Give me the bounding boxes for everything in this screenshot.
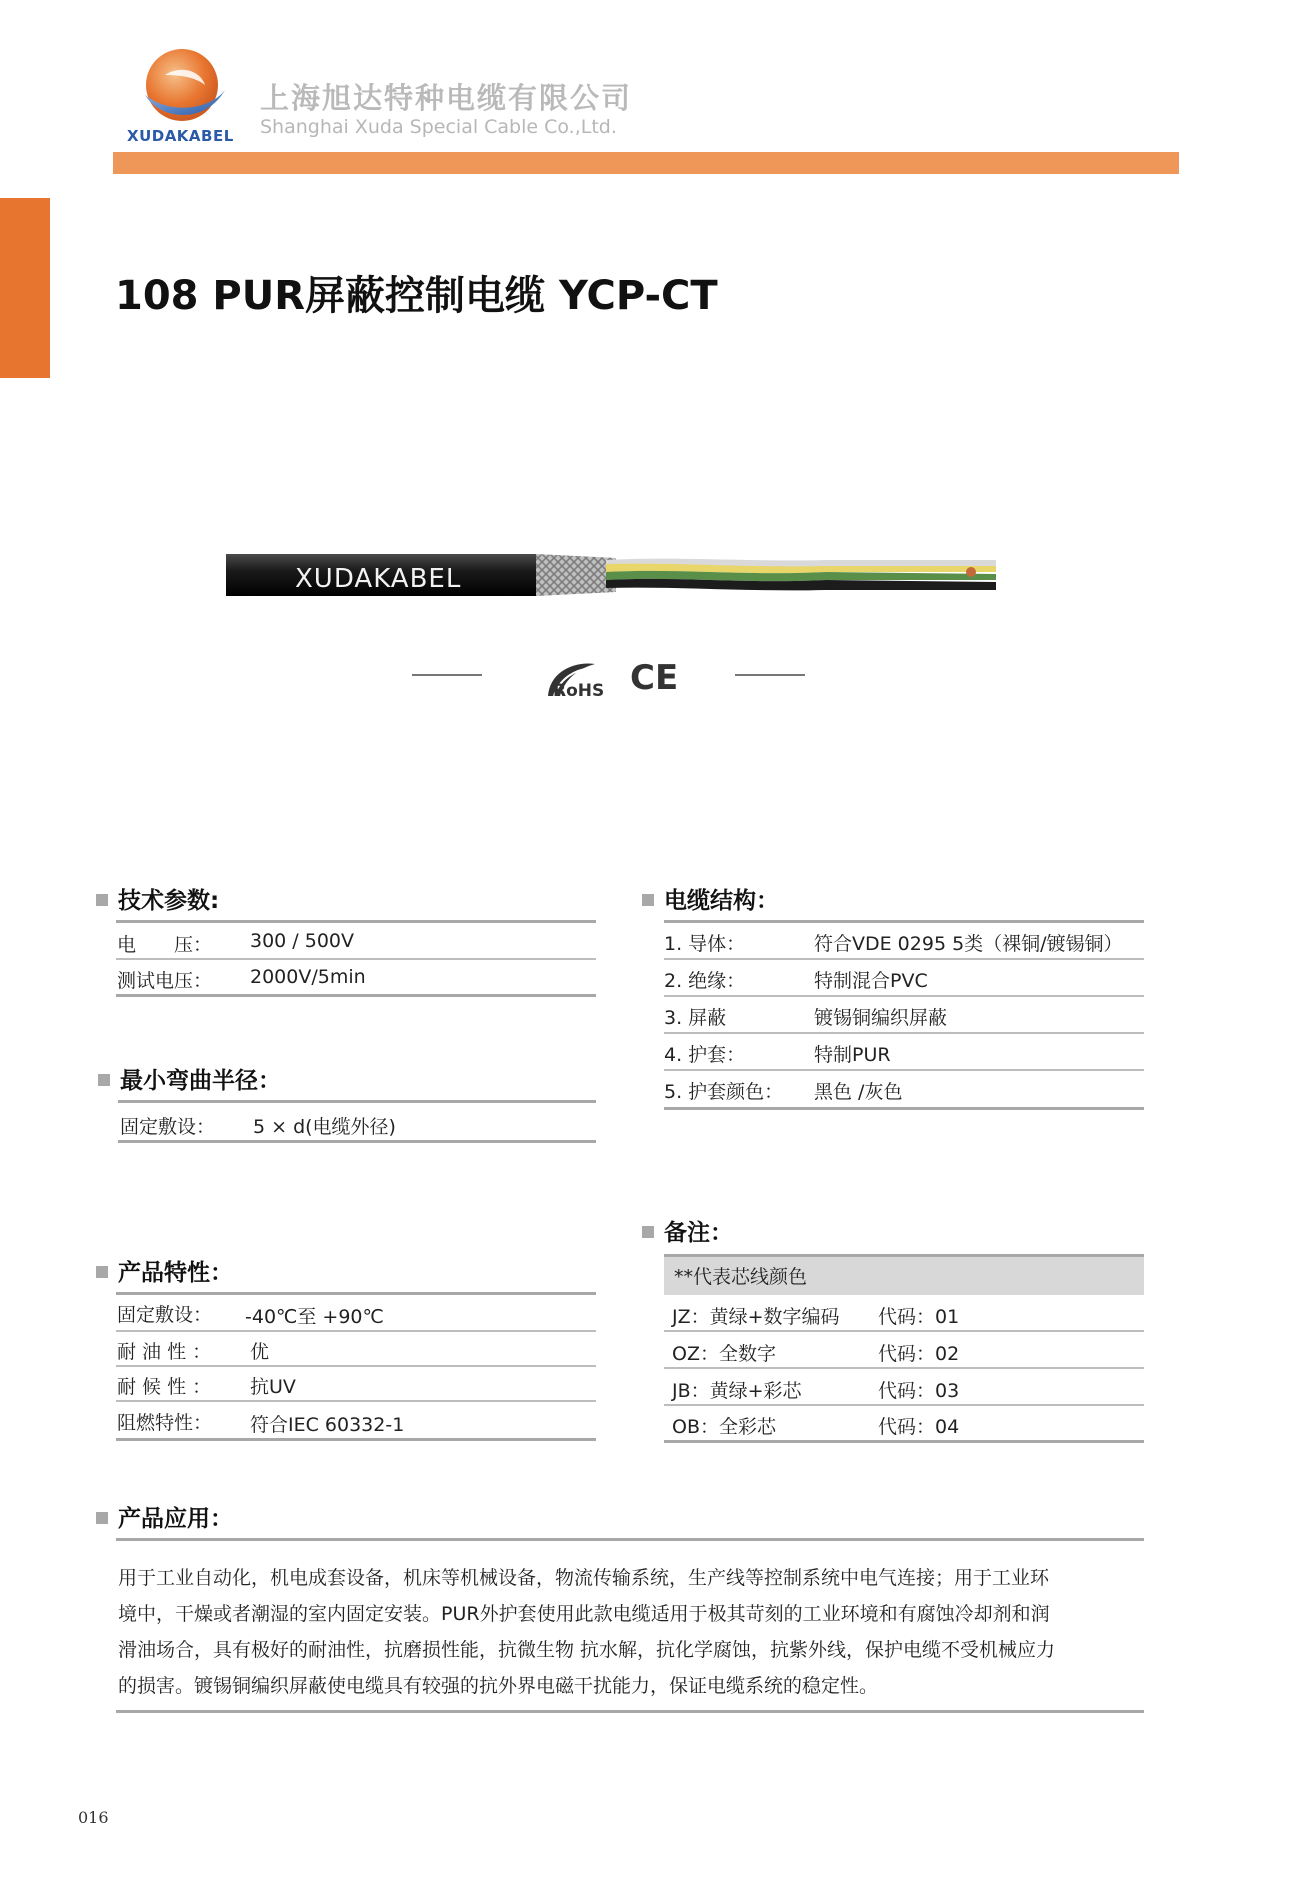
divider xyxy=(664,1440,1144,1443)
notes-heading: 备注： xyxy=(642,1214,733,1247)
bullet-square-icon xyxy=(642,1226,654,1238)
tech-params-heading: 技术参数: xyxy=(96,882,219,915)
application-line: 滑油场合，具有极好的耐油性，抗磨损性能，抗微生物 抗水解，抗化学腐蚀，抗紫外线，保护电缆不受机械应力 xyxy=(118,1639,1056,1661)
page-number: 016 xyxy=(78,1808,109,1827)
company-name-en: Shanghai Xuda Special Cable Co.,Ltd. xyxy=(260,116,617,138)
divider xyxy=(664,1367,1144,1369)
divider xyxy=(664,920,1144,923)
note-code: 代码：02 xyxy=(878,1343,960,1365)
bullet-square-icon xyxy=(98,1074,110,1086)
feature-value: 优 xyxy=(250,1341,270,1363)
feature-value: 抗UV xyxy=(250,1376,296,1398)
param-label: 测试电压： xyxy=(117,970,213,992)
divider xyxy=(116,994,596,997)
divider xyxy=(116,1710,1144,1713)
notes-subheading: **代表芯线颜色 xyxy=(674,1266,808,1288)
divider xyxy=(664,1107,1144,1110)
header-bar xyxy=(113,152,1179,174)
divider xyxy=(116,1292,596,1295)
structure-value: 符合VDE 0295 5类（裸铜/镀锡铜） xyxy=(814,933,1123,955)
cable-brand-label: XUDAKABEL xyxy=(295,564,462,594)
bend-label: 固定敷设： xyxy=(120,1116,216,1138)
application-line: 的损害。镀锡铜编织屏蔽使电缆具有较强的抗外界电磁干扰能力，保证电缆系统的稳定性。 xyxy=(118,1675,879,1697)
application-text xyxy=(118,1560,1148,1704)
feature-value: -40℃至 +90℃ xyxy=(245,1306,384,1328)
feature-label: 固定敷设： xyxy=(117,1304,213,1326)
divider xyxy=(116,1330,596,1332)
structure-label: 4. 护套： xyxy=(664,1044,746,1066)
structure-label: 3. 屏蔽 xyxy=(664,1007,727,1029)
company-name-cn: 上海旭达特种电缆有限公司 xyxy=(260,81,633,115)
divider xyxy=(664,1330,1144,1332)
param-value: 300 / 500V xyxy=(250,930,355,952)
structure-value: 特制混合PVC xyxy=(814,970,928,992)
application-heading: 产品应用： xyxy=(96,1500,233,1533)
divider xyxy=(664,1032,1144,1034)
logo-brand-text: XUDAKABEL xyxy=(127,127,234,145)
divider xyxy=(116,958,596,960)
structure-label: 5. 护套颜色： xyxy=(664,1081,784,1103)
features-heading: 产品特性： xyxy=(96,1254,233,1287)
rohs-mark: RoHS xyxy=(553,681,605,701)
structure-value: 特制PUR xyxy=(814,1044,891,1066)
note-code: 代码：04 xyxy=(878,1416,960,1438)
divider xyxy=(664,1404,1144,1406)
divider xyxy=(116,1400,596,1402)
divider xyxy=(412,674,482,676)
divider xyxy=(664,1069,1144,1071)
note-label: OZ：全数字 xyxy=(672,1343,776,1365)
note-label: JB：黄绿+彩芯 xyxy=(672,1380,802,1402)
page-title: 108 PUR屏蔽控制电缆 YCP-CT xyxy=(115,273,718,319)
bend-value: 5 × d(电缆外径) xyxy=(253,1116,396,1138)
bend-radius-heading: 最小弯曲半径： xyxy=(98,1062,281,1095)
feature-value: 符合IEC 60332-1 xyxy=(250,1414,405,1436)
divider xyxy=(116,920,596,923)
divider xyxy=(735,674,805,676)
divider xyxy=(116,1538,1144,1541)
bullet-square-icon xyxy=(96,1266,108,1278)
note-label: JZ：黄绿+数字编码 xyxy=(672,1306,840,1328)
divider xyxy=(118,1100,596,1103)
structure-label: 1. 导体： xyxy=(664,933,746,955)
divider xyxy=(116,1438,596,1441)
application-line: 境中，干燥或者潮湿的室内固定安装。PUR外护套使用此款电缆适用于极其苛刻的工业环境和有腐蚀冷却剂和润 xyxy=(118,1603,1050,1625)
divider xyxy=(118,1140,596,1143)
divider xyxy=(664,958,1144,960)
note-code: 代码：01 xyxy=(878,1306,960,1328)
note-code: 代码：03 xyxy=(878,1380,960,1402)
note-label: OB：全彩芯 xyxy=(672,1416,776,1438)
divider xyxy=(664,995,1144,997)
bullet-square-icon xyxy=(96,894,108,906)
structure-value: 黑色 /灰色 xyxy=(814,1081,903,1103)
ce-mark: CE xyxy=(630,658,679,698)
feature-label: 耐 候 性 ： xyxy=(117,1376,212,1398)
feature-label: 耐 油 性 ： xyxy=(117,1341,212,1363)
param-label: 电 压： xyxy=(117,934,213,956)
bullet-square-icon xyxy=(96,1512,108,1524)
side-tab xyxy=(0,198,50,378)
structure-heading: 电缆结构： xyxy=(642,882,779,915)
structure-value: 镀锡铜编织屏蔽 xyxy=(814,1007,948,1029)
structure-label: 2. 绝缘： xyxy=(664,970,746,992)
divider xyxy=(116,1365,596,1367)
feature-label: 阻燃特性： xyxy=(117,1412,213,1434)
application-line: 用于工业自动化，机电成套设备，机床等机械设备，物流传输系统，生产线等控制系统中电气连接；用于工业环 xyxy=(118,1567,1050,1589)
param-value: 2000V/5min xyxy=(250,966,366,988)
bullet-square-icon xyxy=(642,894,654,906)
